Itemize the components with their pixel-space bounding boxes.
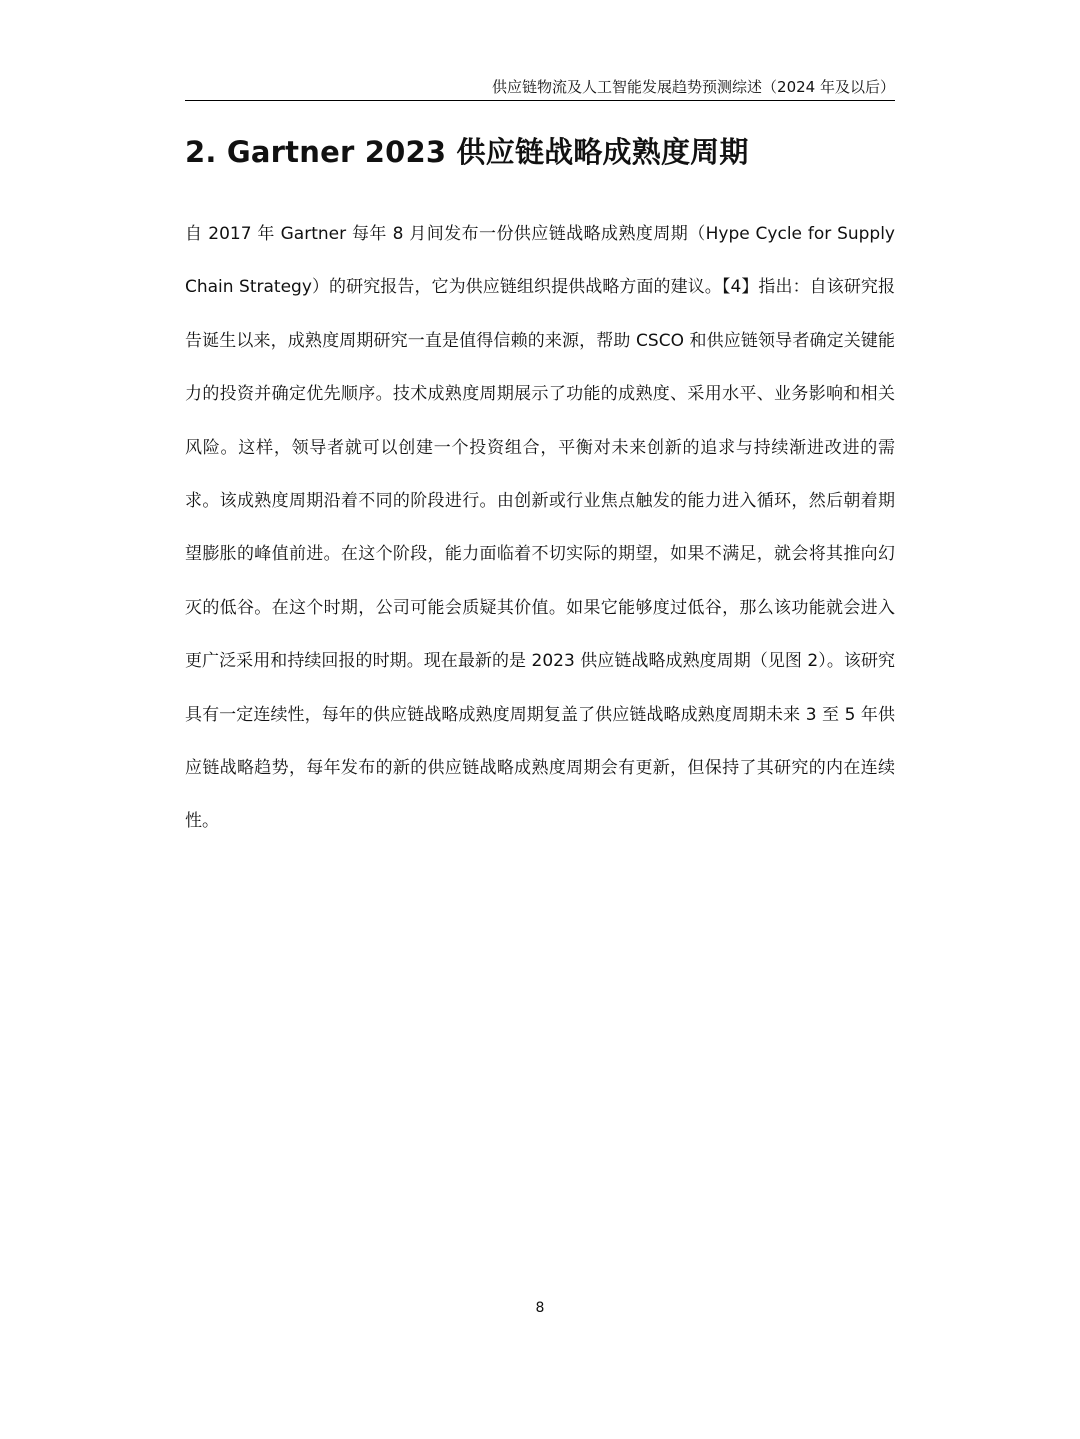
running-header	[185, 74, 895, 101]
section-title: 2. Gartner 2023 供应链战略成熟度周期	[185, 135, 749, 169]
running-header-title: 供应链物流及人工智能发展趋势预测综述（2024 年及以后）	[492, 78, 895, 96]
body-paragraph: 自 2017 年 Gartner 每年 8 月间发布一份供应链战略成熟度周期（Hype Cycle for Supply Chain Strategy）的研究报告，它为供应链组织提供战略方面的建议。【4】指出：自该研究报告诞生以来，成熟度周期研究一直是值得信赖的来源，帮助 CSCO 和供应链领导者确定关键能力的投资并确定优先顺序。技术成熟度周期展示了功能的成熟度、采用水平、业务影响和相关风险。这样，领导者就可以创建一个投资组合，平衡对未来创新的追求与持续渐进改进的需求。该成熟度周期沿着不同的阶段进行。由创新或行业焦点触发的能力进入循环，然后朝着期望膨胀的峰值前进。在这个阶段，能力面临着不切实际的期望，如果不满足，就会将其推向幻灭的低谷。在这个时期，公司可能会质疑其价值。如果它能够度过低谷，那么该功能就会进入更广泛采用和持续回报的时期。现在最新的是 2023 供应链战略成熟度周期（见图 2）。该研究具有一定连续性，每年的供应链战略成熟度周期复盖了供应链战略成熟度周期未来 3 至 5 年供应链战略趋势，每年发布的新的供应链战略成熟度周期会有更新，但保持了其研究的内在连续性。	[185, 224, 895, 832]
page-number: 8	[535, 1300, 545, 1316]
